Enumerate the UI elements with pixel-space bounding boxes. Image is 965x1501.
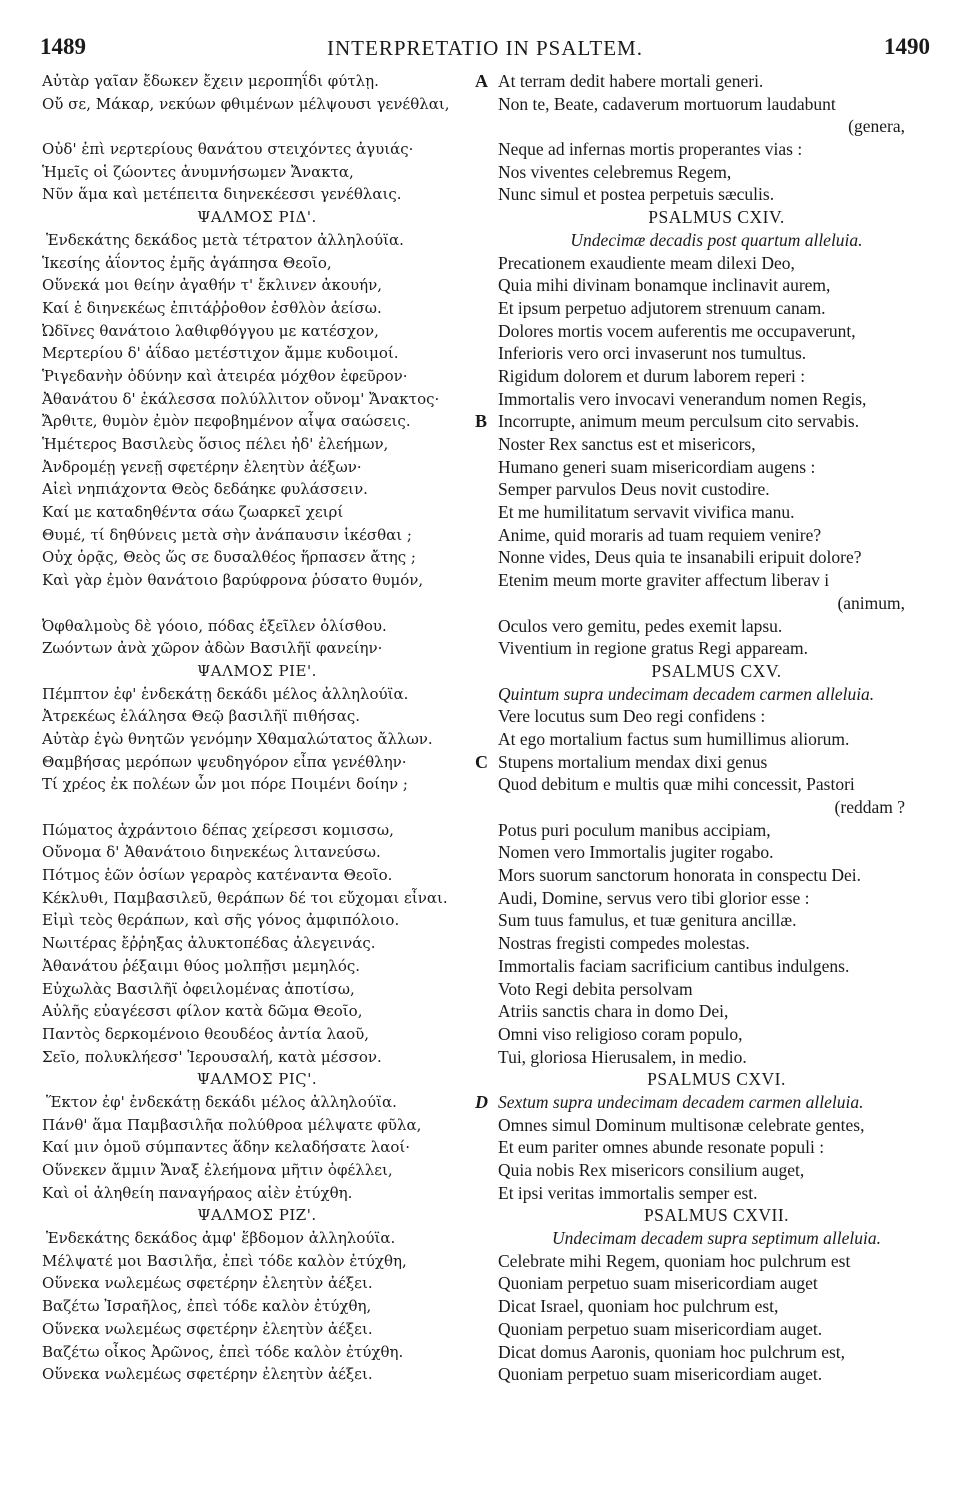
latin-psalm-heading — [475, 660, 935, 683]
latin-verse-line — [475, 841, 935, 864]
line-text: Tui, gloriosa Hierusalem, in medio. — [498, 1046, 747, 1067]
latin-verse-line — [475, 1182, 935, 1205]
latin-verse-continuation — [475, 796, 935, 819]
line-text: Οὕνεκα νωλεμέως σφετέρην ἐλεητὺν ἀέξει. — [42, 1274, 373, 1293]
greek-verse-line — [42, 115, 472, 138]
line-text: Nonne vides, Deus quia te insanabili eripuit dolore? — [498, 547, 862, 568]
greek-column — [42, 70, 472, 1386]
line-text: Noster Rex sanctus est et misericors, — [498, 434, 756, 454]
latin-verse-line — [475, 183, 935, 206]
line-text: PSALMUS CXV. — [651, 660, 782, 681]
greek-verse-line — [42, 183, 472, 206]
line-text: Οὕνεκα νωλεμέως σφετέρην ἐλεητὺν ἀέξει. — [42, 1319, 373, 1338]
greek-verse-line — [42, 1136, 472, 1159]
greek-verse-line — [42, 1046, 472, 1069]
latin-psalm-heading — [475, 1068, 935, 1091]
line-text: ΨΑΛΜΟΣ ΡΙΖ'. — [197, 1206, 317, 1225]
latin-verse-line — [475, 456, 935, 479]
greek-verse-line — [42, 229, 472, 252]
greek-verse-line — [42, 1250, 472, 1273]
greek-verse-line — [42, 1159, 472, 1182]
latin-verse-continuation — [475, 115, 935, 138]
greek-verse-line — [42, 864, 472, 887]
line-text: Etenim meum morte graviter affectum liberav i — [498, 570, 830, 591]
greek-verse-line — [42, 637, 472, 660]
margin-section-letter: C — [475, 751, 488, 772]
line-text: Οὔνομα δ' Ἀθανάτοιο διηνεκέως λιτανεύσω. — [42, 843, 381, 862]
latin-verse-line — [475, 1159, 935, 1182]
line-text: Anime, quid moraris ad tuam requiem venire? — [498, 524, 822, 545]
line-text: Nomen vero Immortalis jugiter rogabo. — [498, 842, 774, 863]
greek-verse-line — [42, 932, 472, 955]
greek-verse-line — [42, 1318, 472, 1341]
line-text: Voto Regi debita persolvam — [498, 978, 693, 999]
line-text: Ἑνδεκάτης δεκάδος μετὰ τέτρατον ἀλληλούϊα. — [46, 230, 404, 249]
latin-verse-line — [475, 365, 935, 388]
line-text: Καὶ γὰρ ἐμὸν θανάτοιο βαρύφρονα ῥύσατο θυμόν, — [42, 571, 424, 590]
greek-verse-line — [42, 524, 472, 547]
greek-verse-line — [42, 1182, 472, 1205]
line-text: Viventium in regione gratus Regi appaream. — [498, 638, 808, 659]
line-text: Ἀθανάτου ῥέξαιμι θύος μολπῇσι μεμηλός. — [42, 956, 361, 975]
line-text: Οὕνεκεν ἄμμιν Ἄναξ ἐλεήμονα μῆτιν ὀφέλλει, — [42, 1161, 393, 1179]
line-text: Dicat Israel, quoniam hoc pulchrum est, — [498, 1296, 779, 1317]
greek-psalm-heading — [42, 1204, 472, 1227]
latin-verse-line — [475, 887, 935, 910]
greek-verse-line — [42, 615, 472, 638]
greek-verse-line — [42, 70, 472, 93]
line-text: Ζωόντων ἀνὰ χῶρον ἀδὼν Βασιλῆϊ φανείην· — [42, 639, 383, 658]
line-text: Humano generi suam misericordiam augens : — [498, 456, 816, 477]
greek-verse-line — [42, 796, 472, 819]
line-text: Nunc simul et postea perpetuis sæculis. — [498, 184, 775, 205]
line-text: Omnes simul Dominum multisonæ celebrate gentes, — [498, 1114, 865, 1135]
line-text: Πέμπτον ἐφ' ἑνδεκάτῃ δεκάδι μέλος ἀλληλούϊα. — [42, 684, 409, 703]
greek-verse-line — [42, 592, 472, 615]
latin-psalm-subtitle — [475, 1227, 935, 1250]
line-text: Undecimæ decadis post quartum alleluia. — [570, 229, 863, 250]
line-text: Dicat domus Aaronis, quoniam hoc pulchrum est, — [498, 1341, 846, 1362]
latin-verse-line — [475, 819, 935, 842]
greek-verse-line — [42, 342, 472, 365]
latin-verse-line — [475, 864, 935, 887]
line-text: PSALMUS CXVII. — [643, 1205, 790, 1226]
latin-verse-line — [475, 909, 935, 932]
line-text: Αὐλῆς εὐαγέεσσι φίλον κατὰ δῶμα Θεοῖο, — [42, 1002, 363, 1021]
latin-verse-line — [475, 433, 935, 456]
greek-verse-line — [42, 841, 472, 864]
line-text: ΨΑΛΜΟΣ ΡΙΕ'. — [197, 661, 317, 680]
latin-verse-line — [475, 546, 935, 569]
line-text: Audi, Domine, servus vero tibi glorior esse : — [498, 887, 810, 908]
line-text: Nos viventes celebremus Regem, — [498, 161, 732, 182]
latin-verse-line — [475, 297, 935, 320]
latin-verse-line — [475, 252, 935, 275]
latin-verse-line — [475, 615, 935, 638]
latin-verse-line — [475, 1363, 935, 1386]
line-text: Quoniam perpetuo suam misericordiam auget — [498, 1273, 818, 1294]
greek-verse-line — [42, 1295, 472, 1318]
latin-psalm-heading — [475, 1204, 935, 1227]
latin-verse-line — [475, 1250, 935, 1273]
greek-verse-line — [42, 683, 472, 706]
line-text: Πάνθ' ἅμα Παμβασιλῆα πολύθροα μέλψατε φῦλα, — [42, 1115, 422, 1134]
line-text: Undecimam decadem supra septimum alleluia. — [551, 1228, 882, 1249]
latin-verse-line — [475, 955, 935, 978]
line-text: (reddam ? — [834, 797, 905, 817]
margin-section-letter: A — [475, 71, 488, 91]
greek-verse-line — [42, 1227, 472, 1250]
latin-verse-line — [475, 1341, 935, 1364]
greek-verse-line — [42, 728, 472, 751]
latin-verse-line — [475, 569, 935, 592]
greek-verse-line — [42, 161, 472, 184]
latin-psalm-subtitle — [475, 229, 935, 252]
latin-verse-line — [475, 773, 935, 796]
running-header — [40, 34, 930, 60]
line-text: Ἄρθιτε, θυμὸν ἐμὸν πεφοβημένον αἶψα σαώσεις. — [42, 412, 411, 431]
line-text: Εὐχωλὰς Βασιλῆϊ ὀφειλομένας ἀποτίσω, — [42, 979, 355, 998]
greek-verse-line — [42, 1091, 472, 1114]
line-text: Ῥιγεδανὴν ὀδύνην καὶ ἀτειρέα μόχθον ἐφεῦρον· — [42, 366, 408, 385]
line-text: Αὐτὰρ ἐγὼ θνητῶν γενόμην Χθαμαλώτατος ἄλλων. — [42, 729, 433, 748]
line-text: Οὐδ' ἐπὶ νερτερίους θανάτου στειχόντες ἀγυιάς· — [42, 140, 414, 159]
line-text: Νῦν ἅμα καὶ μετέπειτα διηνεκέεσσι γενέθλαις. — [42, 185, 402, 204]
latin-psalm-subtitle — [475, 1091, 935, 1114]
line-text: Celebrate mihi Regem, quoniam hoc pulchrum est — [498, 1250, 851, 1271]
line-text: Oculos vero gemitu, pedes exemit lapsu. — [498, 615, 783, 636]
greek-verse-line — [42, 456, 472, 479]
latin-verse-line — [475, 161, 935, 184]
line-text: Ὀφθαλμοὺς δὲ γόοιο, πόδας ἐξεῖλεν ὀλίσθου. — [42, 616, 387, 635]
greek-verse-line — [42, 1363, 472, 1386]
line-text: Ἱκεσίης ἀΐοντος ἐμῆς ἀγάπησα Θεοῖο, — [42, 253, 332, 272]
latin-verse-line — [475, 1046, 935, 1069]
greek-verse-line — [42, 1000, 472, 1023]
greek-verse-line — [42, 1341, 472, 1364]
line-text: Αἰεὶ νηπιάχοντα Θεὸς δεδάηκε φυλάσσειν. — [42, 480, 368, 499]
latin-verse-line — [475, 93, 935, 116]
latin-verse-line — [475, 342, 935, 365]
line-text: ΨΑΛΜΟΣ ΡΙΔ'. — [197, 208, 317, 227]
line-text: Semper parvulos Deus novit custodire. — [498, 479, 770, 500]
latin-verse-line — [475, 705, 935, 728]
greek-verse-line — [42, 93, 472, 116]
line-text: Πώματος ἀχράντοιο δέπας χείρεσσι κομισσω, — [42, 820, 394, 839]
line-text: Καί μιν ὁμοῦ σύμπαντες ἅδην κελαδήσατε λαοί· — [42, 1138, 411, 1157]
line-text: Sextum supra undecimam decadem carmen alleluia. — [498, 1091, 864, 1112]
line-text: Θυμέ, τί δηθύνεις μετὰ σὴν ἀνάπαυσιν ἱκέσθαι ; — [42, 525, 412, 544]
line-text: Rigidum dolorem et durum laborem reperi : — [498, 365, 806, 386]
line-text: Εἰμὶ τεὸς θεράπων, καὶ σῆς γόνος ἀμφιπόλοιο. — [42, 911, 400, 930]
line-text: Dolores mortis vocem auferentis me occupaverunt, — [498, 320, 856, 341]
line-text: Αὐτὰρ γαῖαν ἔδωκεν ἔχειν μεροπηΐδι φύτλῃ. — [42, 72, 379, 90]
latin-verse-line — [475, 138, 935, 161]
latin-verse-line — [475, 410, 935, 433]
greek-verse-line — [42, 320, 472, 343]
greek-verse-line — [42, 909, 472, 932]
latin-verse-line — [475, 637, 935, 660]
greek-verse-line — [42, 388, 472, 411]
latin-verse-line — [475, 932, 935, 955]
latin-verse-line — [475, 1318, 935, 1341]
latin-verse-line — [475, 1000, 935, 1023]
line-text: Κέκλυθι, Παμβασιλεῦ, θεράπων δέ τοι εὔχομαι εἶναι. — [42, 888, 448, 907]
line-text: (animum, — [837, 592, 905, 613]
greek-psalm-heading — [42, 1068, 472, 1091]
greek-verse-line — [42, 297, 472, 320]
line-text: Quia mihi divinam bonamque inclinavit aurem, — [498, 275, 831, 296]
line-text: Οὔ σε, Μάκαρ, νεκύων φθιμένων μέλψουσι γενέθλαι, — [42, 94, 450, 113]
greek-psalm-heading — [42, 660, 472, 683]
latin-verse-line — [475, 478, 935, 501]
line-text: Et eum pariter omnes abunde resonate populi : — [498, 1137, 825, 1158]
greek-verse-line — [42, 138, 472, 161]
latin-verse-line — [475, 320, 935, 343]
greek-verse-line — [42, 773, 472, 796]
line-text: Mors suorum sanctorum honorata in conspectu Dei. — [498, 865, 862, 886]
latin-verse-line — [475, 524, 935, 547]
line-text: Καί με καταδηθέντα σάω ζωαρκεῖ χειρί — [42, 503, 344, 522]
line-text: Οὕνεκά μοι θείην ἀγαθήν τ' ἔκλινεν ἀκουήν, — [42, 276, 382, 295]
greek-psalm-heading — [42, 206, 472, 229]
greek-verse-line — [42, 978, 472, 1001]
line-text: Sum tuus famulus, et tuæ genitura ancillæ. — [498, 910, 797, 931]
line-text: Καὶ οἱ ἀληθείη παναγήραος αἰὲν ἐτύχθη. — [42, 1183, 353, 1202]
latin-verse-line — [475, 501, 935, 524]
greek-verse-line — [42, 252, 472, 275]
latin-psalm-subtitle — [475, 683, 935, 706]
line-text: ΨΑΛΜΟΣ ΡΙϚ'. — [196, 1070, 318, 1089]
line-text: Nostras fregisti compedes molestas. — [498, 933, 750, 954]
latin-verse-line — [475, 388, 935, 411]
latin-verse-line — [475, 1114, 935, 1137]
latin-column — [475, 70, 935, 1386]
latin-verse-line — [475, 274, 935, 297]
line-text: Καί ἑ διηνεκέως ἐπιτάῤῥοθον ἐσθλὸν ἀείσω. — [42, 298, 382, 317]
latin-verse-line — [475, 728, 935, 751]
line-text: Οὐχ ὁρᾷς, Θεὸς ὥς σε δυσαλθέος ἥρπασεν ἄτης ; — [42, 548, 416, 567]
line-text: Et ipsi veritas immortalis semper est. — [498, 1182, 758, 1203]
latin-verse-line — [475, 1295, 935, 1318]
line-text: PSALMUS CXVI. — [647, 1069, 786, 1090]
greek-verse-line — [42, 819, 472, 842]
greek-verse-line — [42, 751, 472, 774]
line-text: Et me humilitatum servavit vivifica manu. — [498, 502, 795, 523]
line-text: Μερτερίου δ' ἀΐδαο μετέστιχον ἄμμε κυδοιμοί. — [42, 344, 399, 363]
greek-verse-line — [42, 501, 472, 524]
line-text: Quod debitum e multis quæ mihi concessit, Pastori — [498, 774, 855, 795]
line-text: Παντὸς δερκομένοιο θεουδέος ἀντία λαοῦ, — [42, 1024, 370, 1043]
line-text: Πότμος ἑῶν ὁσίων γεραρὸς κατέναντα Θεοῖο. — [42, 866, 393, 885]
line-text: Inferioris vero orci invaserunt nos tumultus. — [498, 343, 807, 364]
margin-section-letter: D — [475, 1091, 488, 1112]
line-text: Τί χρέος ἐκ πολέων ὧν μοι πόρε Ποιμένι δοίην ; — [42, 775, 408, 794]
line-text: Νωιτέρας ἔῤῥηξας ἀλυκτοπέδας ἀλεγεινάς. — [42, 934, 376, 953]
margin-section-letter: B — [475, 411, 488, 432]
latin-psalm-heading — [475, 206, 935, 229]
line-text: Βαζέτω Ἰσραῆλος, ἐπεὶ τόδε καλὸν ἐτύχθη, — [42, 1297, 372, 1316]
line-text: Potus puri poculum manibus accipiam, — [498, 819, 771, 840]
line-text: PSALMUS CXIV. — [648, 207, 785, 228]
line-text: Quia nobis Rex misericors consilium auget, — [498, 1160, 805, 1180]
line-text: Οὕνεκα νωλεμέως σφετέρην ἐλεητὺν ἀέξει. — [42, 1365, 373, 1384]
greek-verse-line — [42, 410, 472, 433]
latin-verse-line — [475, 751, 935, 774]
line-text: Θαμβήσας μερόπων ψευδηγόρον εἶπα γενέθλην· — [42, 752, 407, 771]
line-text: At ego mortalium factus sum humillimus aliorum. — [498, 728, 850, 749]
greek-verse-line — [42, 955, 472, 978]
line-text: Μέλψατέ μοι Βασιλῆα, ἐπεὶ τόδε καλὸν ἐτύχθη, — [42, 1251, 407, 1270]
latin-verse-line — [475, 978, 935, 1001]
line-text: Ἀτρεκέως ἐλάλησα Θεῷ βασιλῆϊ πιθήσας. — [42, 707, 361, 726]
line-text: Incorrupte, animum meum perculsum cito servabis. — [498, 411, 860, 432]
greek-verse-line — [42, 433, 472, 456]
greek-verse-line — [42, 887, 472, 910]
line-text: Ὠδῖνες θανάτοιο λαθιφθόγγου με κατέσχον, — [42, 321, 379, 340]
page-number-right: 1490 — [884, 34, 930, 59]
line-text: At terram dedit habere mortali generi. — [498, 71, 764, 91]
greek-verse-line — [42, 274, 472, 297]
greek-verse-line — [42, 546, 472, 569]
line-text: Ἀθανάτου δ' ἐκάλεσσα πολύλλιτον οὔνομ' Ἄνακτος· — [42, 389, 440, 408]
line-text: Et ipsum perpetuo adjutorem strenuum canam. — [498, 297, 826, 318]
line-text: Ἑνδεκάτης δεκάδος ἀμφ' ἕβδομον ἀλληλούϊα. — [46, 1229, 396, 1248]
line-text: Atriis sanctis chara in domo Dei, — [498, 1001, 729, 1022]
line-text: Omni viso religioso coram populo, — [498, 1023, 743, 1044]
running-title: INTERPRETATIO IN PSALTEM. — [327, 36, 643, 60]
greek-verse-line — [42, 365, 472, 388]
greek-verse-line — [42, 1114, 472, 1137]
line-text: Immortalis faciam sacrificium cantibus indulgens. — [498, 955, 850, 976]
line-text: Βαζέτω οἶκος Ἀρῶνος, ἐπεὶ τόδε καλὸν ἐτύχθη. — [42, 1342, 404, 1361]
line-text: Neque ad infernas mortis properantes vias : — [498, 139, 803, 160]
line-text: Ἡμέτερος Βασιλεὺς ὅσιος πέλει ἠδ' ἐλεήμων, — [42, 435, 389, 453]
line-text: Ἀνδρομέῃ γενεῇ σφετέρην ἐλεητὺν ἀέξων· — [42, 457, 362, 476]
line-text: Stupens mortalium mendax dixi genus — [498, 751, 768, 772]
latin-verse-line — [475, 1272, 935, 1295]
line-text: Immortalis vero invocavi venerandum nomen Regis, — [498, 388, 867, 409]
greek-verse-line — [42, 569, 472, 592]
line-text: (genera, — [848, 116, 905, 137]
line-text: Vere locutus sum Deo regi confidens : — [498, 706, 766, 727]
line-text: Precationem exaudiente meam dilexi Deo, — [498, 252, 795, 273]
latin-verse-line — [475, 1023, 935, 1046]
page-number-left: 1489 — [40, 34, 86, 59]
line-text: Quoniam perpetuo suam misericordiam auget. — [498, 1318, 823, 1339]
line-text: Non te, Beate, cadaverum mortuorum laudabunt — [498, 93, 836, 114]
line-text: Ἕκτον ἐφ' ἑνδεκάτῃ δεκάδι μέλος ἀλληλούϊα. — [46, 1092, 397, 1111]
line-text: Σεῖο, πολυκλήεσσ' Ἱερουσαλή, κατὰ μέσσον. — [42, 1047, 382, 1066]
greek-verse-line — [42, 1272, 472, 1295]
latin-verse-line — [475, 70, 935, 93]
line-text: Quoniam perpetuo suam misericordiam auget. — [498, 1364, 823, 1385]
greek-verse-line — [42, 1023, 472, 1046]
greek-verse-line — [42, 705, 472, 728]
greek-verse-line — [42, 478, 472, 501]
latin-verse-line — [475, 1136, 935, 1159]
line-text: Quintum supra undecimam decadem carmen alleluia. — [498, 683, 875, 704]
latin-verse-continuation — [475, 592, 935, 615]
line-text: Ἡμεῖς οἱ ζώοντες ἀνυμνήσωμεν Ἄνακτα, — [42, 162, 354, 181]
